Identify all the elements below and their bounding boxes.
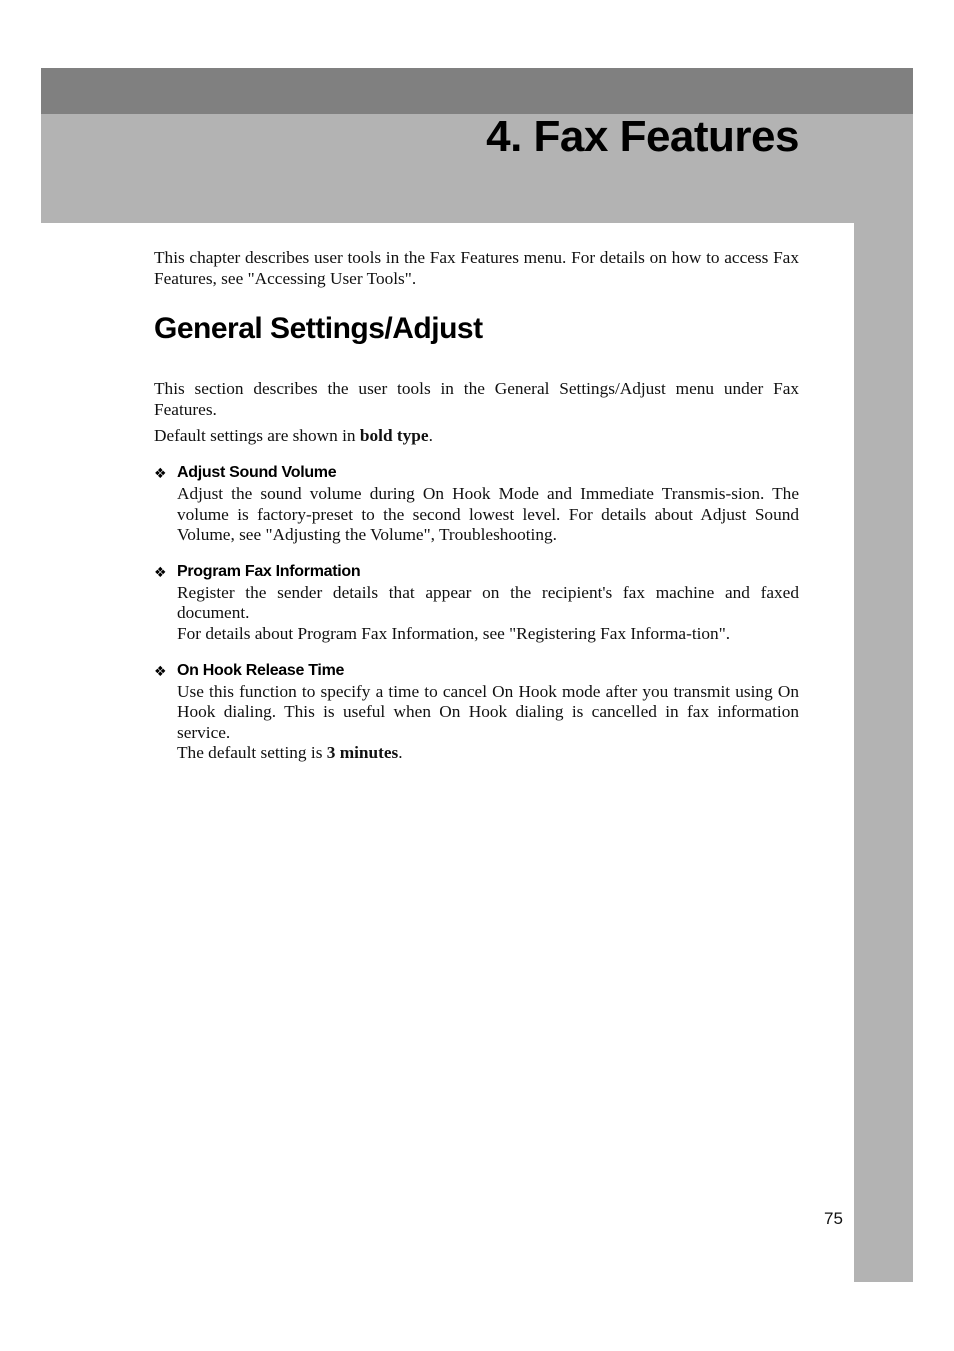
setting-item-title: Program Fax Information [177,562,361,580]
setting-item-program-fax-information [154,561,799,645]
side-thumb-tab [854,223,913,1282]
chapter-title: 4. Fax Features [486,112,799,161]
setting-item-heading [154,561,799,583]
chapter-intro: This chapter describes user tools in the Fax Features menu. For details on how to access Fax Features, see "Accessing User Tools". [154,248,799,288]
setting-item-text-2: For details about Program Fax Information, see "Registering Fax Informa-tion". [177,623,731,643]
setting-item-text: Use this function to specify a time to cancel On Hook mode after you transmit using On Hook dialing. This is useful when On Hook dialing is cancelled in fax information service. [177,681,799,742]
setting-item-heading [154,462,799,484]
setting-item-heading [154,660,799,682]
defaults-note-prefix: Default settings are shown in [154,426,360,446]
main-content [154,248,799,764]
page-number: 75 [824,1209,843,1228]
section-title: General Settings/Adjust [154,312,483,346]
setting-item-text: Register the sender details that appear on the recipient's fax machine and faxed document. [177,582,799,623]
default-note-bold: 3 minutes [326,743,399,763]
setting-item-text: Adjust the sound volume during On Hook Mode and Immediate Transmis-sion. The volume is factory-preset to the second lowest level. For details about Adjust Sound Volume, see "Adjusting the Volume", Troubleshooting. [177,483,799,545]
setting-item-adjust-sound-volume [154,462,799,546]
default-note-prefix: The default setting is [177,743,327,763]
defaults-note [154,426,799,447]
defaults-note-suffix: . [428,426,433,446]
setting-item-title: On Hook Release Time [177,661,345,679]
diamond-bullet-icon: ❖ [154,563,167,580]
section-description: This section describes the user tools in the General Settings/Adjust menu under Fax Features. [154,379,799,419]
setting-item-title: Adjust Sound Volume [177,463,337,481]
setting-item-default-note [177,743,799,764]
defaults-note-bold: bold type [359,426,429,446]
setting-item-on-hook-release-time [154,660,799,764]
chapter-header-band-dark [41,68,913,114]
diamond-bullet-icon: ❖ [154,464,167,481]
default-note-suffix: . [398,743,403,763]
diamond-bullet-icon: ❖ [154,662,167,679]
